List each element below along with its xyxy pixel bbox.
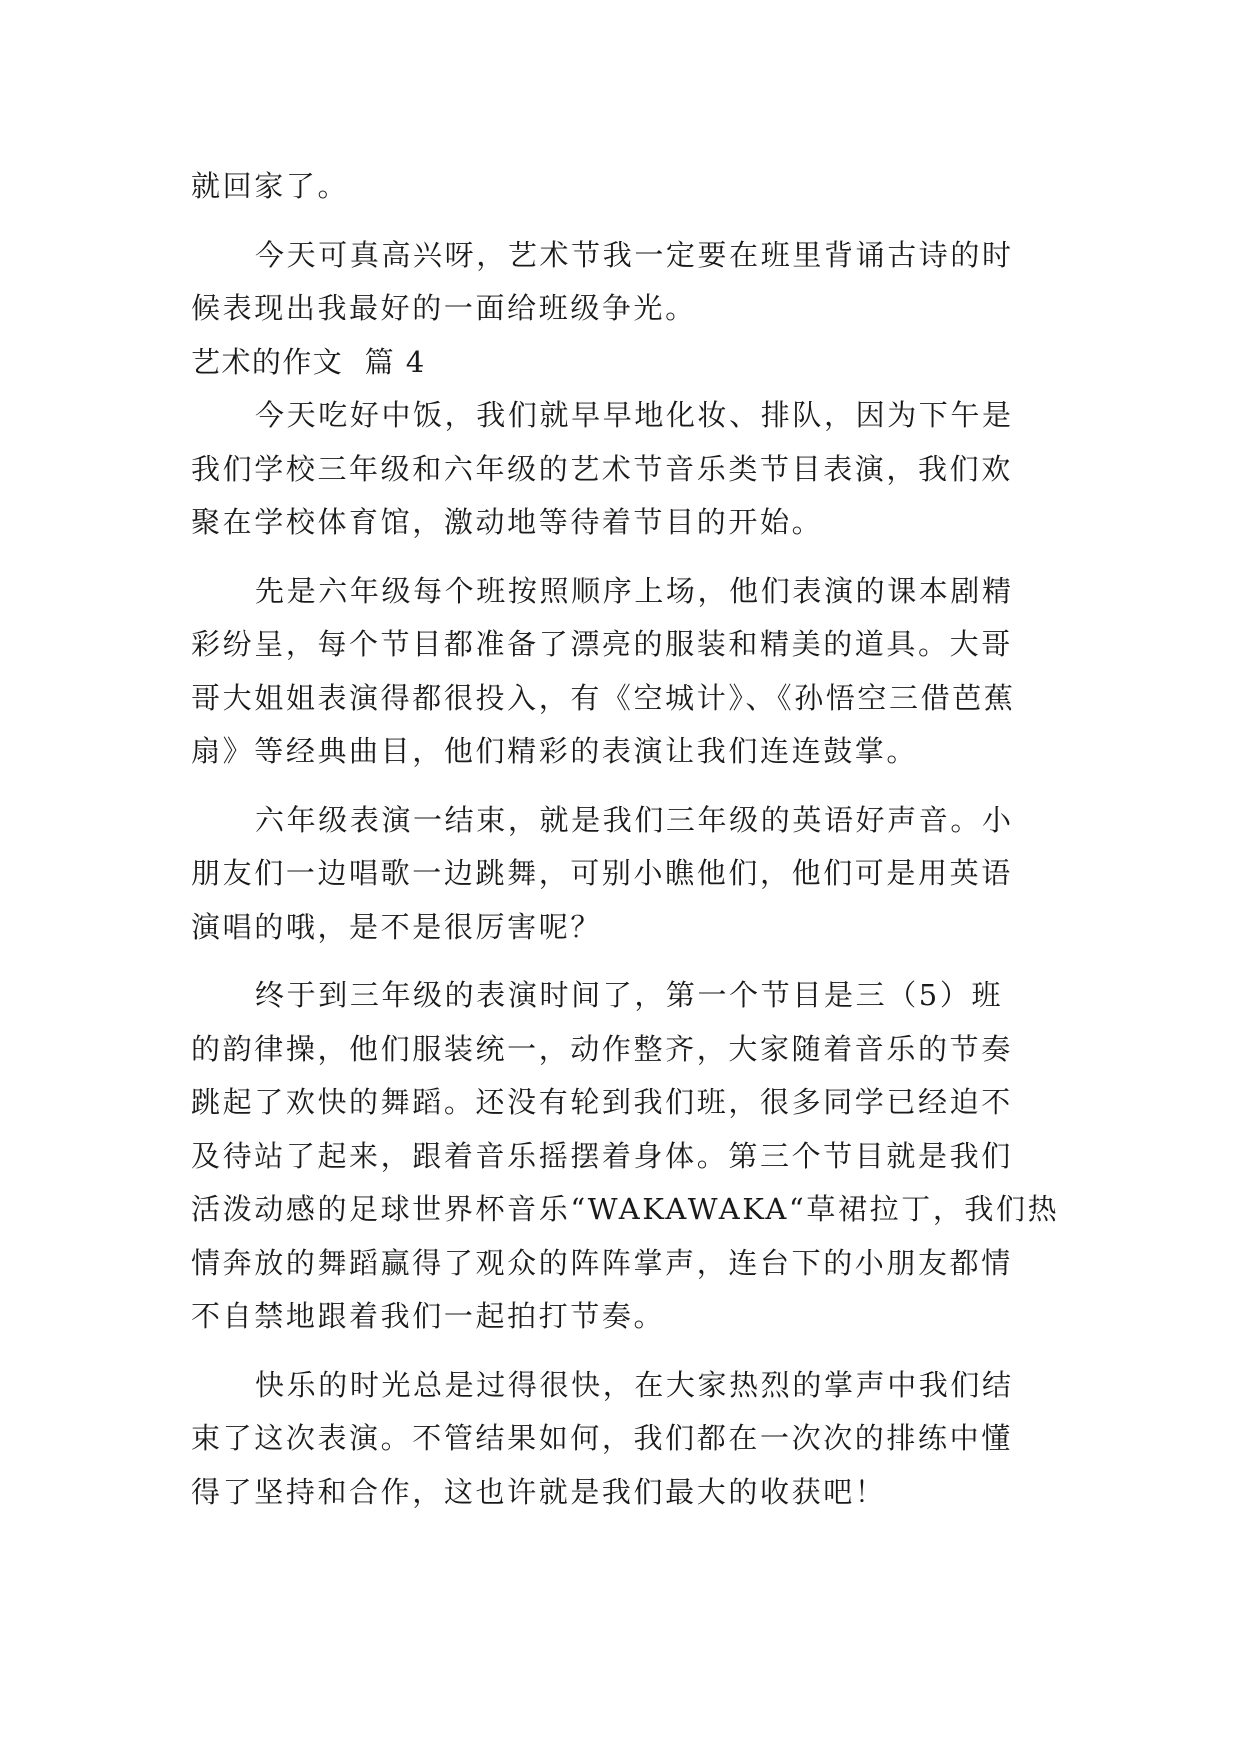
paragraph-3 xyxy=(191,794,1051,955)
continuation-paragraph xyxy=(191,160,1051,214)
paragraph-1 xyxy=(191,389,1051,550)
text-line: 今天可真高兴呀，艺术节我一定要在班里背诵古诗的时 xyxy=(255,237,1014,272)
text-line: 六年级表演一结束，就是我们三年级的英语好声音。小 xyxy=(255,802,1014,837)
text-line: 的韵律操，他们服装统一，动作整齐，大家随着音乐的节奏 xyxy=(191,1031,1013,1066)
paragraph-2 xyxy=(191,565,1051,779)
text-line: 今天吃好中饭，我们就早早地化妆、排队，因为下午是 xyxy=(255,398,1014,432)
text-line: 彩纷呈，每个节目都准备了漂亮的服装和精美的道具。大哥 xyxy=(191,627,1013,661)
text-line: 聚在学校体育馆，激动地等待着节目的开始。 xyxy=(191,505,824,539)
text-line: 哥大姐姐表演得都很投入，有《空城计》、《孙悟空三借芭蕉 xyxy=(191,680,1016,715)
text-line: 活泼动感的足球世界杯音乐“WAKAWAKA“草裙拉丁，我们热 xyxy=(191,1192,1060,1226)
text-line: 及待站了起来，跟着音乐摇摆着身体。第三个节目就是我们 xyxy=(191,1138,1013,1173)
closing-paragraph xyxy=(191,229,1051,336)
text-line: 先是六年级每个班按照顺序上场，他们表演的课本剧精 xyxy=(255,573,1014,608)
text-line: 就回家了。 xyxy=(191,169,350,203)
text-line: 候表现出我最好的一面给班级争光。 xyxy=(191,291,697,325)
text-line: 得了坚持和合作，这也许就是我们最大的收获吧！ xyxy=(191,1474,887,1509)
text-line: 朋友们一边唱歌一边跳舞，可别小瞧他们，他们可是用英语 xyxy=(191,856,1013,890)
text-line: 束了这次表演。不管结果如何，我们都在一次次的排练中懂 xyxy=(191,1421,1013,1455)
document-page xyxy=(191,160,1060,1519)
section-heading xyxy=(191,336,1051,390)
section-heading-text: 艺术的作文 篇 4 xyxy=(191,344,426,379)
text-line: 终于到三年级的表演时间了，第一个节目是三（5）班 xyxy=(255,978,1004,1012)
paragraph-5 xyxy=(191,1359,1051,1520)
text-line: 扇》等经典曲目，他们精彩的表演让我们连连鼓掌。 xyxy=(191,734,919,768)
paragraph-4 xyxy=(191,969,1060,1344)
text-line: 不自禁地跟着我们一起拍打节奏。 xyxy=(191,1299,666,1333)
text-line: 演唱的哦，是不是很厉害呢？ xyxy=(191,909,602,944)
text-line: 跳起了欢快的舞蹈。还没有轮到我们班，很多同学已经迫不 xyxy=(191,1085,1013,1119)
text-line: 情奔放的舞蹈赢得了观众的阵阵掌声，连台下的小朋友都情 xyxy=(191,1245,1013,1280)
text-line: 快乐的时光总是过得很快，在大家热烈的掌声中我们结 xyxy=(255,1367,1014,1402)
text-line: 我们学校三年级和六年级的艺术节音乐类节目表演，我们欢 xyxy=(191,451,1013,486)
